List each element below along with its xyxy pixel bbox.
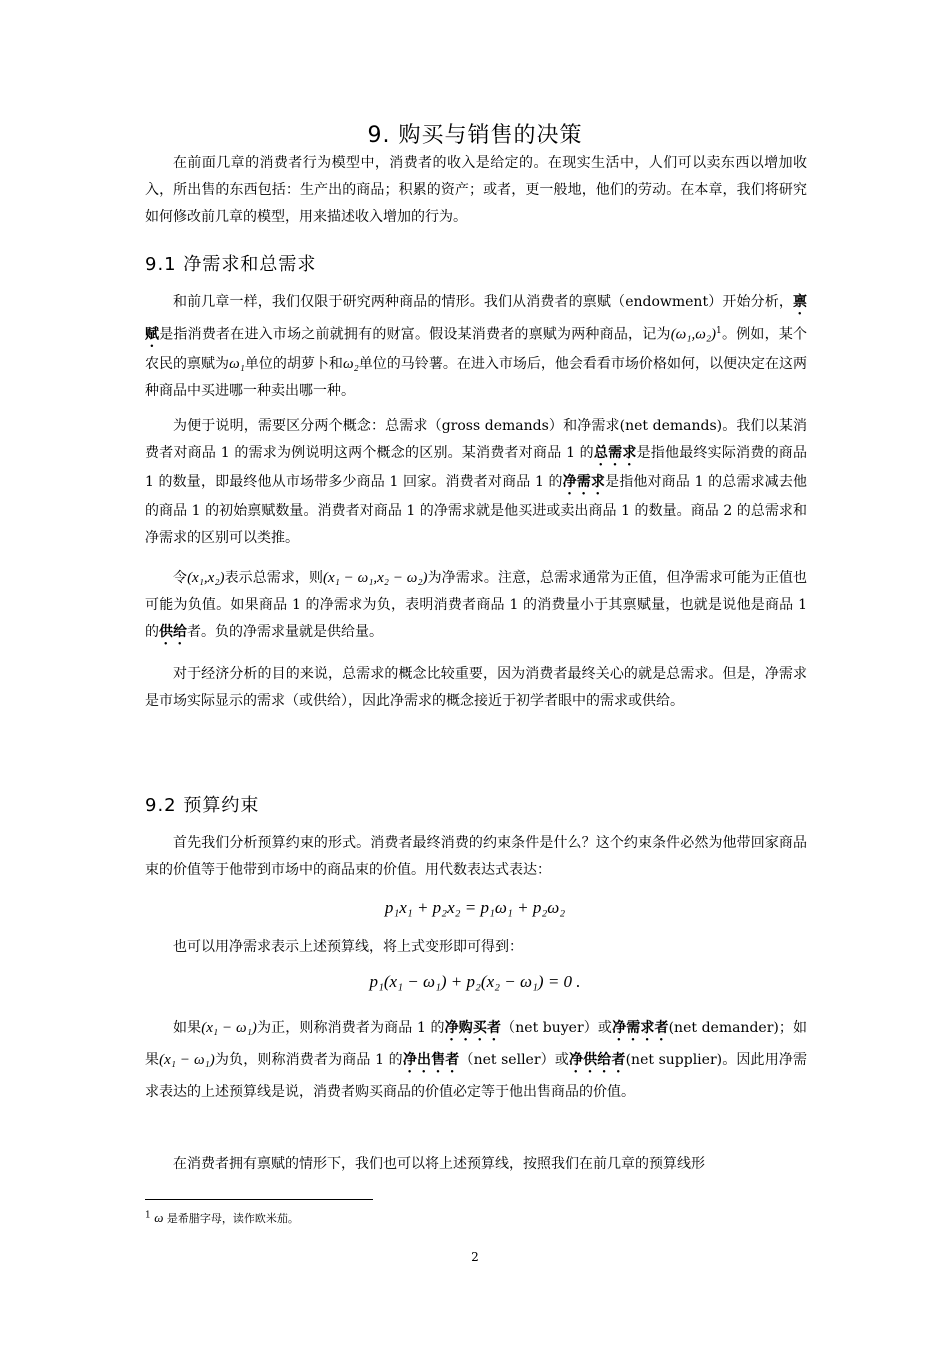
chapter-title: 9. 购买与销售的决策 (367, 123, 583, 148)
paragraph-endowment-budget: 在消费者拥有禀赋的情形下，我们也可以将上述预算线，按照我们在前几章的预算线形 (173, 1156, 705, 1172)
page-number: 2 (471, 1250, 479, 1264)
equation-net-budget: p₁(x₁ − ω₁) + p₂(x₂ − ω₁) = 0 . (369, 972, 581, 991)
equation-budget: p₁x₁ + p₂x₂ = p₁ω₁ + p₂ω₂ (384, 898, 566, 917)
paragraph-net-form: 也可以用净需求表示上述预算线，将上式变形即可得到： (173, 939, 523, 955)
intro-paragraph: 在前面几章的消费者行为模型中，消费者的收入是给定的。在现实生活中，人们可以卖东西以增加收入，所出售的东西包括：生产出的商品；积累的资产；或者，更一般地，他们的劳动。在本章，我们将研究如何修改前几章的模型，用来描述收入增加的行为。 (145, 155, 807, 225)
paragraph-net-buyer-seller: 如果(x₁ − ω₁)为正，则称消费者为商品 1 的净购买者（net buyer）或净需求者(net demander)；如果(x₁ − ω₁)为负，则称消费者为商品 1 的净出售者（net seller）或净供给者(net supplier)。因此用净需求表达的上述预算线是说，消费者购买商品的价值必定等于他出售商品的价值。 (145, 1020, 808, 1100)
footnote (145, 1210, 299, 1226)
term-net-supplier: 净供给者 (568, 1052, 626, 1068)
math-net-demand-good1-b: (x₁ − ω₁) (159, 1052, 215, 1068)
footnote-text: 是希腊字母，读作欧米茄。 (166, 1212, 299, 1225)
math-net-demand: (x₁ − ω₁,x₂ − ω₂) (323, 570, 428, 586)
term-net-seller: 净出售者 (402, 1052, 460, 1068)
term-net-demand: 净需求 (562, 474, 606, 490)
term-gross-demand: 总需求 (593, 445, 637, 461)
section-heading-9-1: 9.1 净需求和总需求 (145, 254, 317, 275)
math-endowment-vector: (ω₁,ω₂) (670, 326, 717, 343)
footnote-reference[interactable]: 1 (716, 326, 722, 336)
footnote-mark: 1 (145, 1210, 151, 1221)
paragraph-gross-net: 为便于说明，需要区分两个概念：总需求（gross demands）和净需求(net demands)。我们以某消费者对商品 1 的需求为例说明这两个概念的区别。某消费者对商品 1 的总需求是指他最终实际消费的商品 1 的数量，即最终他从市场带多少商品 1 回家。消费者对商品 1 的净需求是指他对商品 1 的总需求减去他的商品 1 的初始禀赋数量。消费者对商品 1 的净需求就是他买进或卖出商品 1 的数量。商品 2 的总需求和净需求的区别可以类推。 (145, 418, 808, 546)
math-net-demand-good1: (x₁ − ω₁) (201, 1020, 257, 1036)
term-endowment: 禀赋 (145, 294, 807, 343)
term-supply: 供给 (159, 624, 187, 640)
term-net-buyer: 净购买者 (444, 1020, 502, 1036)
footnote-divider (145, 1199, 373, 1200)
term-net-demander: 净需求者 (612, 1020, 669, 1036)
paragraph-net-demand-sign: 令(x₁,x₂)表示总需求，则(x₁ − ω₁,x₂ − ω₂)为净需求。注意，总需求通常为正值，但净需求可能为正值也可能为负值。如果商品 1 的净需求为负，表明消费者商品 1 的消费量小于其禀赋量，也就是说他是商品 1 的供给者。负的净需求量就是供给量。 (145, 570, 808, 640)
math-omega-1: ω₁ (229, 355, 245, 372)
footnote-omega-symbol: ω (154, 1210, 164, 1225)
math-omega-2: ω₂ (342, 355, 359, 372)
math-gross-demand: (x₁,x₂) (187, 570, 225, 586)
paragraph-endowment: 和前几章一样，我们仅限于研究两种商品的情形。我们从消费者的禀赋（endowment）开始分析，禀赋是指消费者在进入市场之前就拥有的财富。假设某消费者的禀赋为两种商品，记为(ω₁,ω₂)$^1$。例如，某个农民的禀赋为ω₁单位的胡萝卜和ω₂单位的马铃薯。在进入市场后，他会看看市场价格如何，以便决定在这两种商品中买进哪一种卖出哪一种。 (145, 294, 808, 399)
paragraph-budget-constraint: 首先我们分析预算约束的形式。消费者最终消费的约束条件是什么？这个约束条件必然为他带回家商品束的价值等于他带到市场中的商品束的价值。用代数表达式表达： (145, 835, 807, 878)
section-heading-9-2: 9.2 预算约束 (145, 795, 260, 816)
paragraph-analysis-purpose: 对于经济分析的目的来说，总需求的概念比较重要，因为消费者最终关心的就是总需求。但是，净需求是市场实际显示的需求（或供给），因此净需求的概念接近于初学者眼中的需求或供给。 (145, 666, 807, 709)
